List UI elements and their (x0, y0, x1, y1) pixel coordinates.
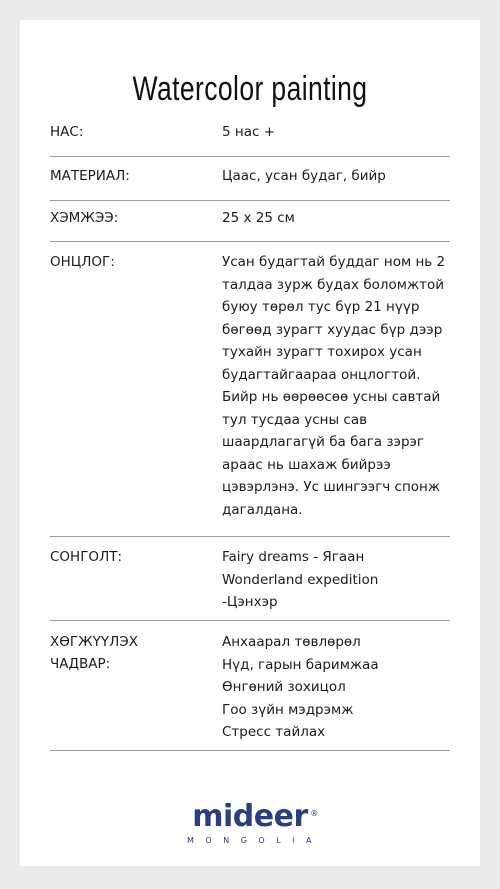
spec-value-line: 25 x 25 см (222, 210, 295, 226)
spec-value-line: араас нь шахаж бийрээ (222, 456, 391, 473)
spec-value-line: дагалдана. (222, 501, 303, 518)
spec-row-age (50, 121, 450, 157)
spec-label-material: МАТЕРИАЛ: (50, 168, 130, 184)
spec-value-age (222, 121, 456, 144)
spec-value-line: Стресс тайлах (222, 724, 326, 740)
spec-value-line: -Цэнхэр (222, 594, 278, 610)
logo-subtitle: MONGOLIA (187, 836, 323, 845)
spec-value-line: шаардлагагүй ба бага зэрэг (222, 434, 425, 450)
spec-row-options (50, 546, 450, 621)
spec-label-age: НАС: (50, 124, 84, 140)
spec-row-material (50, 165, 450, 201)
spec-value-line: талдаа зурж будах боломжтой (222, 276, 445, 293)
spec-value-material (222, 165, 456, 188)
spec-value-line: будагтайгаараа онцлогтой. (222, 366, 421, 383)
registered-mark: ® (310, 809, 318, 818)
spec-value-line: бөгөөд зурагт хуудас бүр дээр (222, 321, 443, 338)
spec-label-size: ХЭМЖЭЭ: (50, 210, 119, 226)
spec-value-skills (222, 631, 456, 744)
page-title: Watercolor painting (132, 70, 368, 108)
spec-value-line: Цаас, усан будаг, бийр (222, 168, 386, 184)
brand-logo (20, 799, 480, 845)
spec-value-line: Wonderland expedition (222, 571, 379, 588)
spec-label-line: ЧАДВАР: (50, 656, 111, 672)
spec-row-features (50, 251, 450, 537)
spec-value-line: буюу төрөл тус бүр 21 нүүр (222, 299, 420, 315)
spec-value-line: Нүд, гарын баримжаа (222, 656, 379, 673)
spec-value-line: тул тусдаа усны сав (222, 411, 368, 428)
spec-value-line: цэвэрлэнэ. Ус шингээгч спонж (222, 479, 441, 495)
spec-label-features: ОНЦЛОГ: (50, 254, 115, 270)
spec-value-line: Fairy dreams - Ягаан (222, 549, 365, 565)
spec-value-features (222, 251, 456, 521)
spec-label-skills (50, 631, 200, 675)
spec-label-options: СОНГОЛТ: (50, 549, 123, 565)
spec-value-options (222, 546, 456, 614)
spec-value-line: Бийр нь өөрөөсөө усны савтай (222, 389, 441, 405)
spec-value-line: Гоо зүйн мэдрэмж (222, 701, 354, 718)
logo-wordmark: mideer (192, 799, 308, 834)
spec-value-line: 5 нас + (222, 124, 276, 140)
spec-value-line: Усан будагтай буддаг ном нь 2 (222, 254, 446, 270)
product-card (20, 20, 480, 866)
spec-label-line: ХӨГЖҮҮЛЭХ (50, 634, 138, 650)
spec-value-line: Өнгөний зохицол (222, 679, 346, 695)
spec-value-line: тухайн зурагт тохирох усан (222, 344, 422, 360)
spec-row-size (50, 207, 450, 242)
spec-value-line: Анхаарал төвлөрөл (222, 634, 361, 650)
spec-row-skills (50, 631, 450, 751)
spec-value-size (222, 207, 456, 230)
